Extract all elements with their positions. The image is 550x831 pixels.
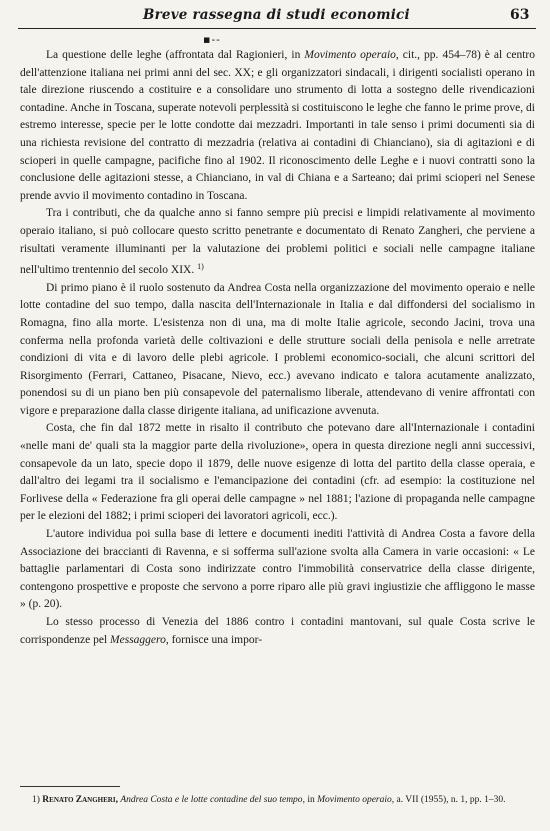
paragraph-1-text-a: La questione delle leghe (affrontata dal Ragionieri, in [46,49,305,61]
running-title: Breve rassegna di studi economici [143,7,410,23]
footnote-middle: , in [302,795,318,805]
paragraph-6-text-b: , fornisce una impor- [165,633,263,646]
paragraph-1-text-b: , cit., pp. 454–78) è al centro dell'attenzione italiana nei primi anni del sec. XX; e gli organizzatori sindacali, i dirigenti socialisti operano in tale direzione riuscendo a costituire e a consolidare uno strumento di lotta a sostegno delle rivendicazioni contadine. Anche in Toscana, superate notevoli perplessità si costituiscono le leghe che fanno le prime prove, di estremo interesse, specie per le lotte condotte dai mezzadri. Importanti in tale senso i primi documenti sia di una richiesta revisione del contratto di mezzadria (relativa ai contadini di Chianciano), sia di agitazioni e di scioperi in quelle campagne, pacifiche fino al 1902. Il riconoscimento delle Leghe e i nuovi contratti sono la conclusione delle agitazioni stesse, a Chianciano, in val di Chiana e a Sarteano; dai primi scioperi nel Senese prende avvio il movimento contadino in Toscana. [20,49,535,202]
paragraph-6-newspaper: Messaggero [110,633,166,646]
body-text [20,47,535,649]
footnote-rest: , a. VII (1955), n. 1, pp. 1–30. [391,795,506,805]
footnote-journal: Movimento operaio [317,795,392,805]
paragraph-5: L'autore individua poi sulla base di lettere e documenti inediti l'attività di Andrea Costa a favore della Associazione dei braccianti di Ravenna, e si sofferma sull'azione svolta alla Camera in varie occasioni: « Le battaglie parlamentari di Costa sono indirizzate contro l'immobilità conservatrice della classe dirigente, contengono prospettive e proposte che servono a porre riparo alle più gravi ingiustizie che affliggono le masse » (p. 20). [20,528,535,611]
printer-mark: ▪-- [203,33,221,46]
paragraph-3: Di primo piano è il ruolo sostenuto da Andrea Costa nella organizzazione del movimento operaio e nelle lotte contadine del suo tempo, dalla nascita dell'Internazionale in Italia e dal diffondersi del socialismo in Romagna, fino alla morte. L'esistenza non di una, ma di molte Italie agricole, secondo Jacini, trova una conferma nella profonda varietà delle coltivazioni e delle strutture sociali della penisola e nelle arretrate condizioni di vita e di lavoro delle plebi agricole. I problemi economico-sociali, che alcuni scrittori del Risorgimento (Ferrari, Cattaneo, Pisacane, Nievo, ecc.) avevano indicato e talora acutamente analizzato, ponendosi su di un piano ben più consapevole del paternalismo liberale, attendevano di venire affrontati con vigore e preparazione dalla classe dirigente italiana, ad unificazione avvenuta. [20,281,535,417]
page-header [0,0,550,30]
paragraph-4: Costa, che fin dal 1872 mette in risalto il contributo che potevano dare all'Internazionale i contadini «nelle mani de' quali sta la maggior parte della rivoluzione», opera in questa direzione negli anni successivi, consapevole da un lato, specie dopo il 1879, delle nuove esigenze di lotta del partito della classe operaia, e dall'altro dei legami tra il socialismo e l'emancipazione dei contadini (cfr. ad esempio: la costituzione nel Forlivese della « Federazione fra gli operai delle campagne » nel 1881; l'azione di propaganda nelle campagne per le elezioni del 1882; i primi scioperi dei lavoratori agricoli, ecc.). [20,422,535,523]
paragraph-6-text-a: Lo stesso processo di Venezia del 1886 contro i contadini mantovani, sul quale Costa scrive le corrispondenze pel [20,616,535,646]
header-rule [18,28,536,29]
paragraph-1-citation: Movimento operaio [304,49,396,61]
footnote-number: 1) [32,795,40,805]
paragraph-1 [20,47,535,205]
footnote-title: Andrea Costa e le lotte contadine del suo tempo [120,795,303,805]
page-number: 63 [510,7,530,23]
footnote [20,793,520,807]
footnote-ref: 1) [197,262,204,272]
paragraph-2-text: Tra i contributi, che da qualche anno si fanno sempre più precisi e limpidi relativamente al movimento operaio italiano, si può collocare questo scritto penetrante e documentato di Renato Zangheri, che perviene a risultati veramente illuminanti per la valutazione dei problemi politici e sociali nelle campagne italiane nell'ultimo trentennio del secolo XIX. [20,207,535,277]
paragraph-2 [20,205,535,279]
paragraph-6 [20,614,535,649]
footnote-rule [20,786,120,787]
footnote-author: Renato Zangheri, [42,795,118,805]
